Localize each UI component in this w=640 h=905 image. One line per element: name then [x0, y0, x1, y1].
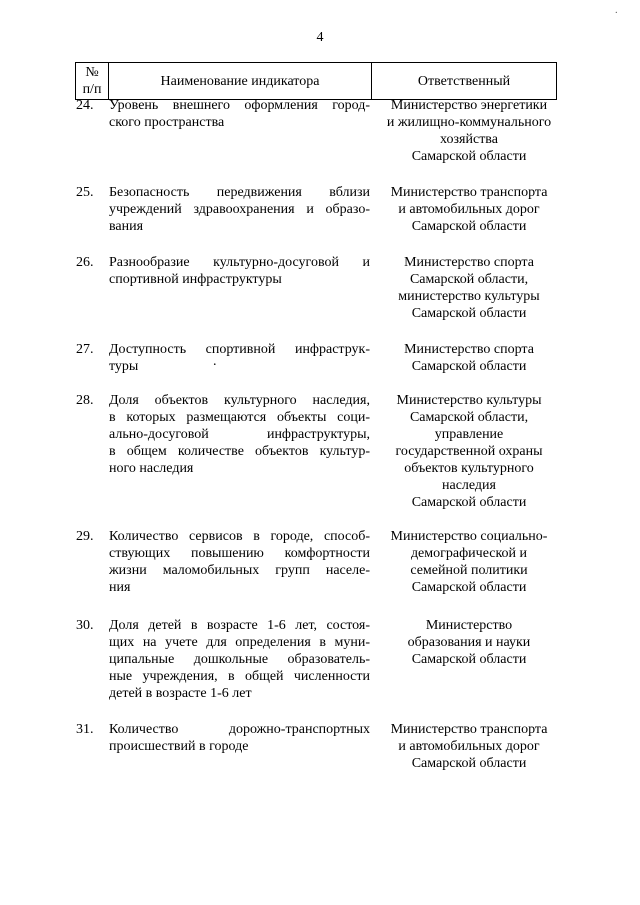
indicator-name [109, 97, 370, 131]
indicator-name-line: Безопасность передвижения вблизи [109, 185, 370, 200]
indicator-name-line: ния [109, 580, 131, 595]
indicator-name-line: Доступность спортивной инфраструк- [109, 342, 370, 357]
responsible-line: государственной охраны [395, 444, 543, 459]
responsible-line: образования и науки [407, 635, 531, 650]
row-number: 24. [76, 98, 94, 113]
indicator-name-line: в общем количестве объектов культур- [109, 444, 370, 459]
indicator-name-line: ского пространства [109, 115, 225, 130]
responsible-line: и автомобильных дорог [398, 202, 540, 217]
row-number: 25. [76, 185, 94, 200]
responsible-line: Министерство спорта [404, 255, 534, 270]
indicator-name-line: происшествий в городе [109, 739, 249, 754]
responsible-line: Самарской области [411, 756, 527, 771]
responsible-body [378, 392, 560, 511]
responsible-line: объектов культурного [404, 461, 534, 476]
indicator-name-line: жизни маломобильных групп населе- [109, 563, 370, 578]
responsible-body [378, 254, 560, 322]
indicator-name-line: ного наследия [109, 461, 194, 476]
responsible-line: Самарской области [411, 580, 527, 595]
responsible-body [378, 528, 560, 596]
responsible-line: Министерство социально- [390, 529, 548, 544]
indicator-name [109, 341, 370, 375]
indicator-name-line: учреждений здравоохранения и образо- [109, 202, 370, 217]
indicator-name-line: Количество дорожно-транспортных [109, 722, 370, 737]
indicator-name-line: Доля детей в возрасте 1-6 лет, состоя- [109, 618, 370, 633]
responsible-line: Самарской области [411, 149, 527, 164]
indicator-name [109, 184, 370, 235]
indicator-name-line: детей в возрасте 1-6 лет [109, 686, 252, 701]
responsible-line: министерство культуры [398, 289, 540, 304]
responsible-line: Министерство спорта [404, 342, 534, 357]
indicator-name-line: Уровень внешнего оформления город- [109, 98, 370, 113]
responsible-body [378, 184, 560, 235]
indicator-name-line: ствующих повышению комфортности [109, 546, 370, 561]
indicator-name-line: Количество сервисов в городе, способ- [109, 529, 370, 544]
header-number-cell [76, 63, 109, 100]
responsible-line: демографической и [410, 546, 528, 561]
responsible-line: Самарской области [411, 359, 527, 374]
indicator-name-line: щих на учете для определения в муни- [109, 635, 370, 650]
responsible-line: Самарской области, [409, 410, 529, 425]
responsible-line: хозяйства [440, 132, 498, 147]
responsible-body [378, 341, 560, 375]
row-number: 26. [76, 255, 94, 270]
indicator-name [109, 254, 370, 288]
responsible-body [378, 97, 560, 165]
indicator-name [109, 617, 370, 702]
responsible-line: Самарской области [411, 652, 527, 667]
responsible-line: управление [434, 427, 504, 442]
header-indicator-name: Наименование индикатора [109, 63, 372, 100]
header-number-abbrev: п/п [82, 82, 102, 97]
responsible-line: Самарской области [411, 306, 527, 321]
responsible-line: Самарской области [411, 219, 527, 234]
indicator-name-line: ципальные дошкольные образователь- [109, 652, 370, 667]
responsible-line: семейной политики [410, 563, 528, 578]
responsible-line: Самарской области, [409, 272, 529, 287]
responsible-line: и автомобильных дорог [398, 739, 540, 754]
responsible-line: Министерство транспорта [390, 722, 548, 737]
responsible-line: Министерство [425, 618, 513, 633]
indicator-name-line: вания [109, 219, 144, 234]
row-number: 27. [76, 342, 94, 357]
row-number: 28. [76, 393, 94, 408]
indicator-name-line: ально-досуговой инфраструктуры, [109, 427, 370, 442]
row-number: 30. [76, 618, 94, 633]
responsible-body [378, 721, 560, 772]
responsible-line: и жилищно-коммунального [386, 115, 552, 130]
row-number: 29. [76, 529, 94, 544]
row-number: 31. [76, 722, 94, 737]
responsible-line: наследия [442, 478, 496, 493]
corner-mark: · [614, 8, 618, 19]
header-number-symbol: № [85, 65, 99, 80]
header-responsible: Ответственный [372, 63, 557, 100]
responsible-line: Самарской области [411, 495, 527, 510]
indicator-name [109, 721, 370, 755]
indicator-name [109, 528, 370, 596]
responsible-line: Министерство энергетики [390, 98, 548, 113]
responsible-line: Министерство транспорта [390, 185, 548, 200]
indicator-name [109, 392, 370, 477]
indicator-name-line: ные учреждения, в общей численности [109, 669, 370, 684]
indicator-name-line: туры [109, 359, 139, 374]
indicator-name-line: Доля объектов культурного наследия, [109, 393, 370, 408]
indicator-name-line: спортивной инфраструктуры [109, 272, 282, 287]
responsible-body [378, 617, 560, 668]
indicator-name-line: Разнообразие культурно-досуговой и [109, 255, 370, 270]
indicator-table-header [75, 62, 557, 100]
stray-mark: . [213, 354, 217, 369]
indicator-name-line: в которых размещаются объекты соци- [109, 410, 370, 425]
page-number: 4 [316, 30, 324, 45]
responsible-line: Министерство культуры [396, 393, 542, 408]
